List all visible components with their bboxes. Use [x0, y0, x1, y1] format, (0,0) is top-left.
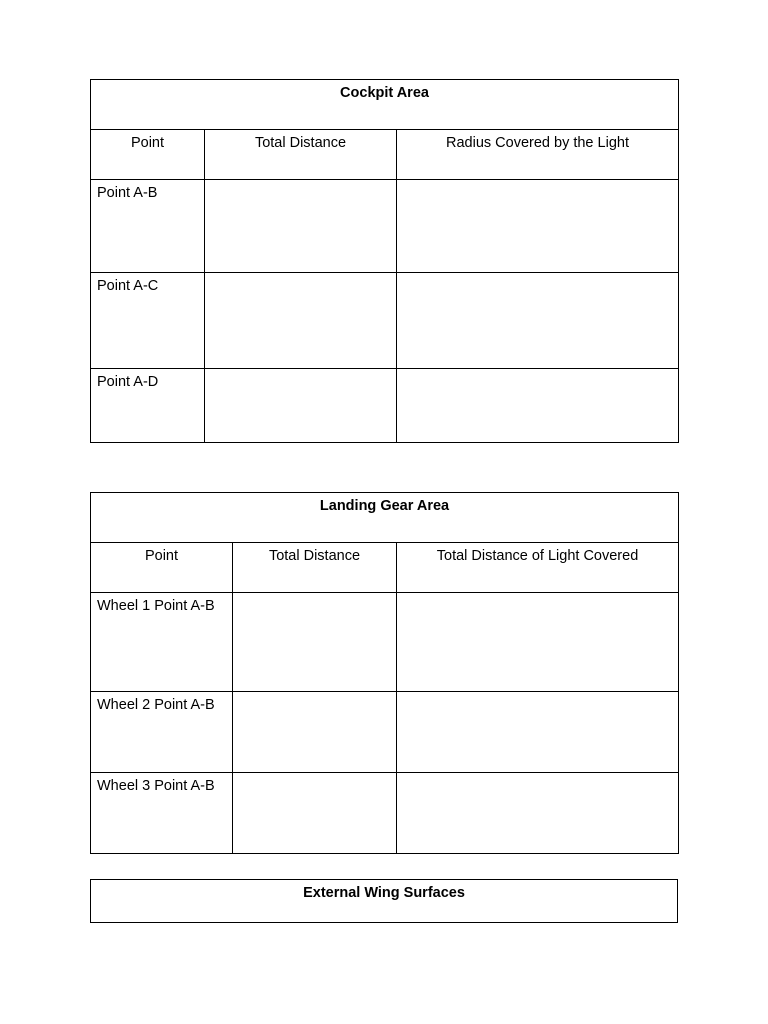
table-row	[91, 180, 679, 273]
light-covered-cell[interactable]	[397, 593, 679, 692]
table-title: Landing Gear Area	[91, 493, 679, 543]
table-title: Cockpit Area	[91, 80, 679, 130]
total-distance-cell[interactable]	[205, 369, 397, 443]
row-label: Wheel 1 Point A-B	[91, 593, 233, 692]
total-distance-cell[interactable]	[233, 593, 397, 692]
column-header-light-covered: Total Distance of Light Covered	[397, 543, 679, 593]
table-row	[91, 692, 679, 773]
column-header-point: Point	[91, 130, 205, 180]
row-label: Wheel 2 Point A-B	[91, 692, 233, 773]
table-row	[91, 773, 679, 854]
light-covered-cell[interactable]	[397, 692, 679, 773]
column-header-radius: Radius Covered by the Light	[397, 130, 679, 180]
table-title: External Wing Surfaces	[91, 880, 678, 923]
radius-cell[interactable]	[397, 273, 679, 369]
table-row	[91, 273, 679, 369]
total-distance-cell[interactable]	[205, 273, 397, 369]
column-header-total-distance: Total Distance	[205, 130, 397, 180]
column-header-total-distance: Total Distance	[233, 543, 397, 593]
total-distance-cell[interactable]	[233, 692, 397, 773]
cockpit-area-table	[90, 79, 679, 443]
table-row	[91, 593, 679, 692]
row-label: Wheel 3 Point A-B	[91, 773, 233, 854]
total-distance-cell[interactable]	[233, 773, 397, 854]
column-header-point: Point	[91, 543, 233, 593]
table-row	[91, 369, 679, 443]
light-covered-cell[interactable]	[397, 773, 679, 854]
total-distance-cell[interactable]	[205, 180, 397, 273]
landing-gear-area-table	[90, 492, 679, 854]
radius-cell[interactable]	[397, 369, 679, 443]
row-label: Point A-C	[91, 273, 205, 369]
radius-cell[interactable]	[397, 180, 679, 273]
row-label: Point A-D	[91, 369, 205, 443]
row-label: Point A-B	[91, 180, 205, 273]
external-wing-surfaces-table	[90, 879, 678, 923]
